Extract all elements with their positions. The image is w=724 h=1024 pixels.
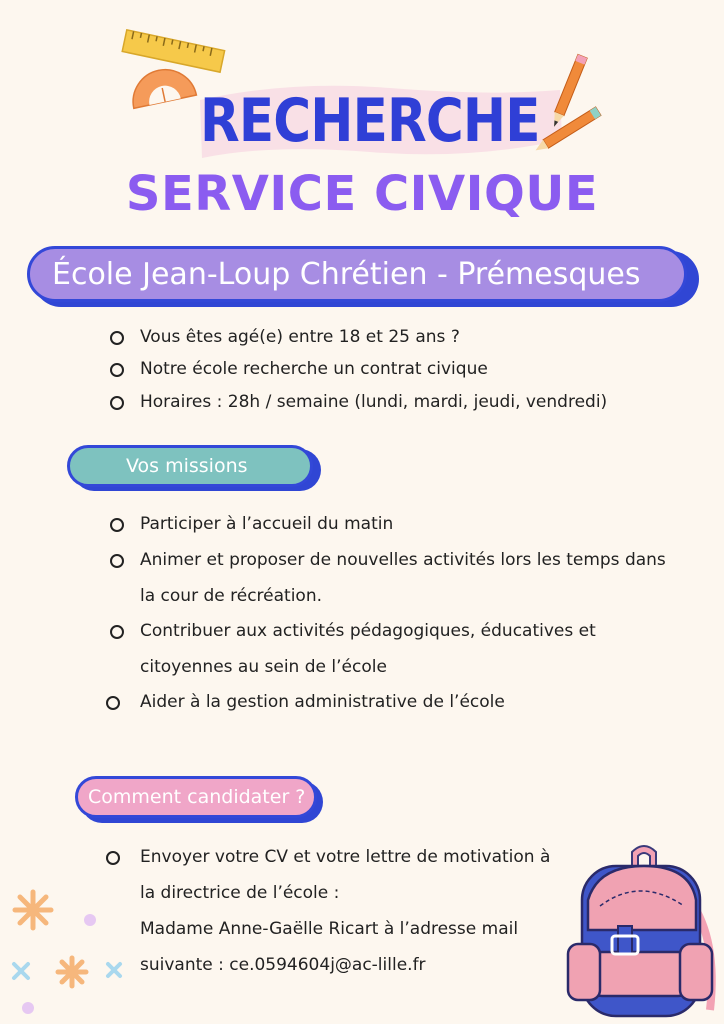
bullet-icon (106, 851, 120, 865)
missions-heading: Vos missions (67, 445, 313, 487)
pencil-icon (530, 50, 610, 170)
bullet-icon (110, 396, 124, 410)
sparkle-icon (0, 880, 140, 1024)
bullet-icon (110, 518, 124, 532)
school-banner (27, 246, 687, 302)
bullet-icon (110, 625, 124, 639)
school-name: École Jean-Loup Chrétien - Prémesques (52, 256, 641, 292)
bullet-icon (106, 696, 120, 710)
apply-heading: Comment candidater ? (75, 776, 317, 818)
backpack-icon (560, 840, 724, 1024)
page-title: RECHERCHE (200, 86, 540, 156)
bullet-icon (110, 363, 124, 377)
bullet-icon (110, 554, 124, 568)
protractor-icon (126, 62, 198, 112)
page-subtitle: SERVICE CIVIQUE (125, 166, 599, 222)
contact-email-line: suivante : ce.0594604j@ac-lille.fr (140, 955, 426, 975)
bullet-icon (110, 331, 124, 345)
